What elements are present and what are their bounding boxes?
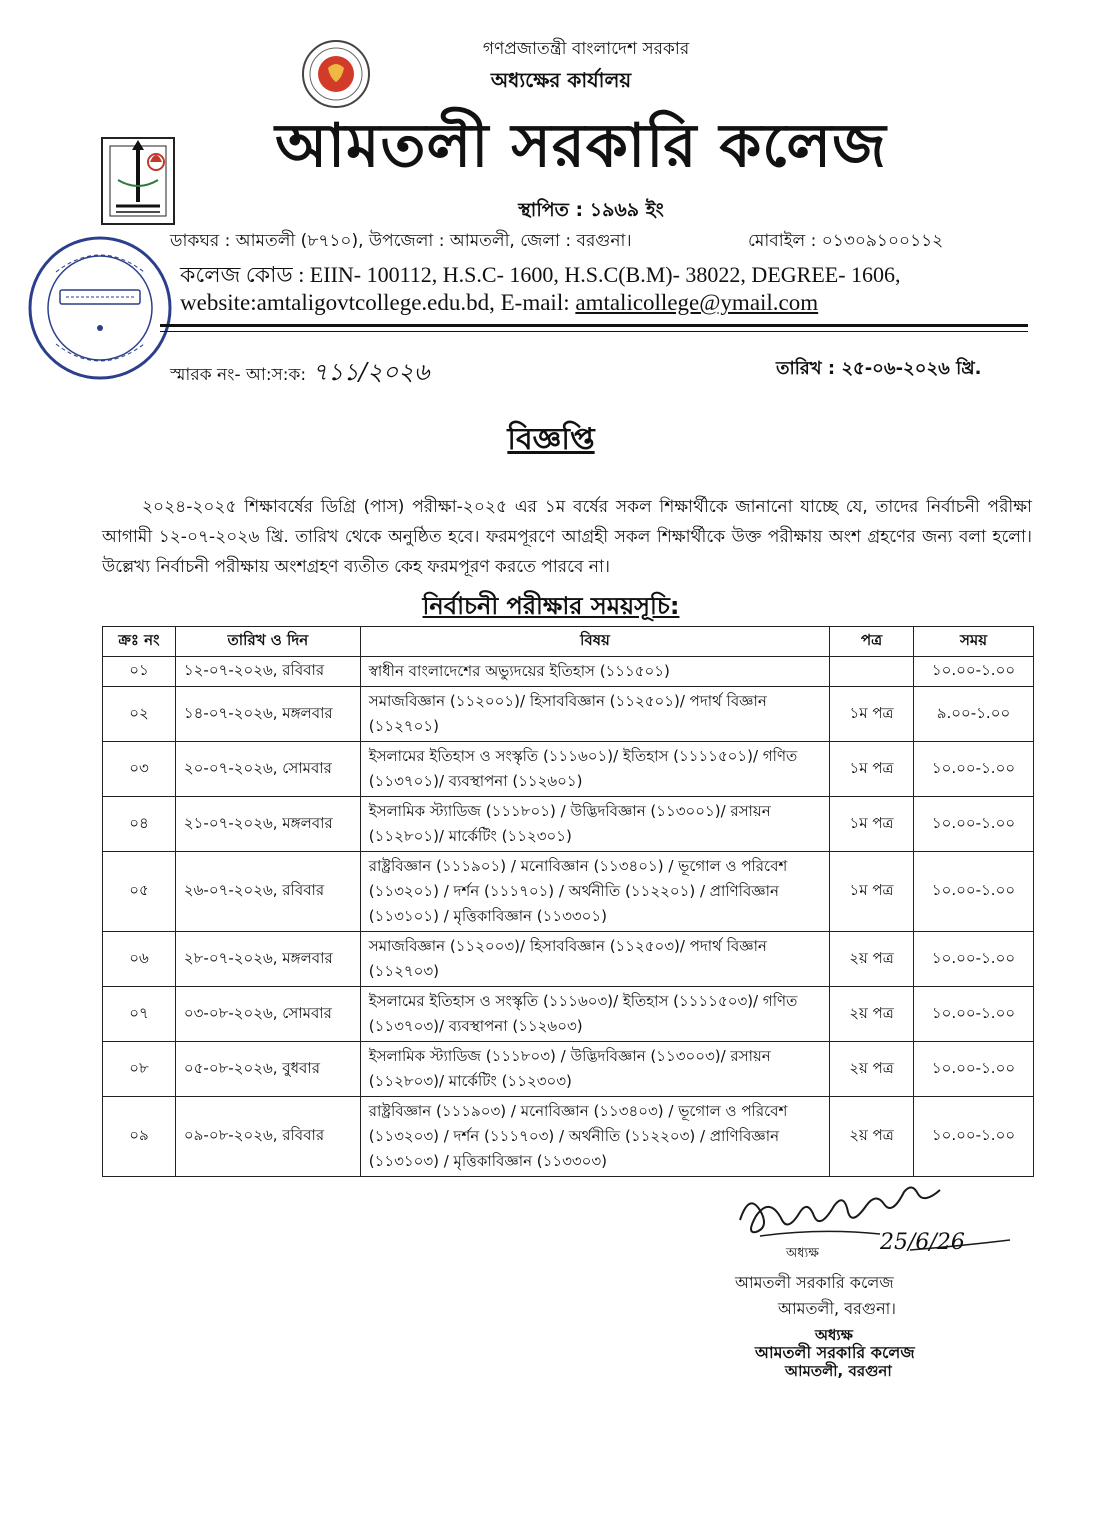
row-time: ১০.০০-১.০০: [914, 987, 1034, 1042]
office-title: অধ্যক্ষের কার্যালয়: [490, 68, 632, 92]
table-row: [103, 657, 1034, 687]
table-row: [103, 742, 1034, 797]
row-time: ১০.০০-১.০০: [914, 1042, 1034, 1097]
row-subject: সমাজবিজ্ঞান (১১২০০৩)/ হিসাববিজ্ঞান (১১২৫০৩)/ পদার্থ বিজ্ঞান (১১২৭০৩): [360, 932, 829, 987]
row-date: ০৫-০৮-২০২৬, বুধবার: [175, 1042, 360, 1097]
row-serial: ০৮: [103, 1042, 176, 1097]
row-subject: ইসলামিক স্ট্যাডিজ (১১১৮০১) / উদ্ভিদবিজ্ঞান (১১৩০০১)/ রসায়ন (১১২৮০১)/ মার্কেটিং (১১২৩০১): [360, 797, 829, 852]
row-serial: ০১: [103, 657, 176, 687]
row-paper: ১ম পত্র: [830, 742, 914, 797]
row-subject: ইসলামের ইতিহাস ও সংস্কৃতি (১১১৬০৩)/ ইতিহাস (১১১১৫০৩)/ গণিত (১১৩৭০৩)/ ব্যবস্থাপনা (১১২৬০৩): [360, 987, 829, 1042]
row-paper: ২য় পত্র: [830, 1042, 914, 1097]
address-line: [170, 228, 970, 256]
exam-schedule-table: [102, 626, 1034, 1177]
table-header-row: [103, 627, 1034, 657]
row-paper: ২য় পত্র: [830, 932, 914, 987]
col-serial: ক্রঃ নং: [103, 627, 176, 657]
government-title: গণপ্রজাতন্ত্রী বাংলাদেশ সরকার: [482, 39, 690, 59]
header-rule-thick: [160, 324, 1028, 327]
row-paper: [830, 657, 914, 687]
established-year: স্থাপিত : ১৯৬৯ ইং: [518, 199, 664, 221]
signature-date: 25/6/26: [880, 1230, 965, 1255]
notice-title: বিজ্ঞপ্তি: [507, 422, 595, 457]
row-subject: সমাজবিজ্ঞান (১১২০০১)/ হিসাববিজ্ঞান (১১২৫০১)/ পদার্থ বিজ্ঞান (১১২৭০১): [360, 687, 829, 742]
table-row: [103, 797, 1034, 852]
college-round-seal-icon: [20, 228, 180, 388]
header-rule-thin: [160, 331, 1028, 332]
row-subject: রাষ্ট্রবিজ্ঞান (১১১৯০৩) / মনোবিজ্ঞান (১১৩৪০৩) / ভূগোল ও পরিবেশ (১১৩২০৩) / দর্শন (১১১৭০৩) / অর্থনীতি (১১২২০৩) / প্রাণিবিজ্ঞান (১১৩১০৩) / মৃত্তিকাবিজ্ঞান (১১৩৩০৩): [360, 1097, 829, 1177]
row-serial: ০৬: [103, 932, 176, 987]
mobile-number: মোবাইল : ০১৩০৯১০০১১২: [748, 231, 944, 251]
website-text: website:amtaligovtcollege.edu.bd, E-mail:: [180, 290, 576, 315]
row-subject: ইসলামের ইতিহাস ও সংস্কৃতি (১১১৬০১)/ ইতিহাস (১১১১৫০১)/ গণিত (১১৩৭০১)/ ব্যবস্থাপনা (১১২৬০১): [360, 742, 829, 797]
row-serial: ০২: [103, 687, 176, 742]
row-date: ২১-০৭-২০২৬, মঙ্গলবার: [175, 797, 360, 852]
memo-label: স্মারক নং- আ:স:ক:: [170, 365, 307, 385]
row-time: ১০.০০-১.০০: [914, 797, 1034, 852]
col-date: তারিখ ও দিন: [175, 627, 360, 657]
table-row: [103, 1097, 1034, 1177]
principal-signature-icon: [730, 1180, 1020, 1260]
row-subject: রাষ্ট্রবিজ্ঞান (১১১৯০১) / মনোবিজ্ঞান (১১৩৪০১) / ভূগোল ও পরিবেশ (১১৩২০১) / দর্শন (১১১৭০১) / অর্থনীতি (১১২২০১) / প্রাণিবিজ্ঞান (১১৩১০১) / মৃত্তিকাবিজ্ঞান (১১৩৩০১): [360, 852, 829, 932]
stamp-title: অধ্যক্ষ: [815, 1326, 853, 1344]
row-date: ২৮-০৭-২০২৬, মঙ্গলবার: [175, 932, 360, 987]
col-paper: পত্র: [830, 627, 914, 657]
table-row: [103, 687, 1034, 742]
col-time: সময়: [914, 627, 1034, 657]
row-serial: ০৭: [103, 987, 176, 1042]
memo-number: ৭১১/২০২৬: [312, 358, 430, 386]
row-time: ১০.০০-১.০০: [914, 657, 1034, 687]
row-time: ১০.০০-১.০০: [914, 852, 1034, 932]
row-serial: ০৯: [103, 1097, 176, 1177]
table-row: [103, 932, 1034, 987]
memo-number-line: [170, 354, 429, 394]
row-time: ৯.০০-১.০০: [914, 687, 1034, 742]
stamp-place: আমতলী, বরগুনা: [785, 1362, 892, 1380]
row-time: ১০.০০-১.০০: [914, 1097, 1034, 1177]
schedule-title: নির্বাচনী পরীক্ষার সময়সূচি:: [422, 592, 680, 620]
row-date: ০৩-০৮-২০২৬, সোমবার: [175, 987, 360, 1042]
email-link[interactable]: amtalicollege@ymail.com: [575, 290, 819, 315]
row-date: ২৬-০৭-২০২৬, রবিবার: [175, 852, 360, 932]
college-name: আমতলী সরকারি কলেজ: [275, 111, 887, 181]
table-row: [103, 1042, 1034, 1097]
row-paper: ২য় পত্র: [830, 987, 914, 1042]
row-serial: ০৫: [103, 852, 176, 932]
row-paper: ১ম পত্র: [830, 687, 914, 742]
table-row: [103, 852, 1034, 932]
signature-place: আমতলী, বরগুনা।: [778, 1299, 897, 1318]
row-paper: ১ম পত্র: [830, 797, 914, 852]
table-row: [103, 987, 1034, 1042]
row-date: ১২-০৭-২০২৬, রবিবার: [175, 657, 360, 687]
college-codes: কলেজ কোড : EIIN- 100112, H.S.C- 1600, H.S.C(B.M)- 38022, DEGREE- 1606,: [180, 262, 901, 287]
row-date: ০৯-০৮-২০২৬, রবিবার: [175, 1097, 360, 1177]
postal-address: ডাকঘর : আমতলী (৮৭১০), উপজেলা : আমতলী, জেলা : বরগুনা।: [170, 231, 632, 251]
row-time: ১০.০০-১.০০: [914, 932, 1034, 987]
col-subject: বিষয়: [360, 627, 829, 657]
row-paper: ২য় পত্র: [830, 1097, 914, 1177]
row-date: ২০-০৭-২০২৬, সোমবার: [175, 742, 360, 797]
row-serial: ০৩: [103, 742, 176, 797]
stamp-college: আমতলী সরকারি কলেজ: [755, 1343, 915, 1362]
signature-title: অধ্যক্ষ: [786, 1246, 819, 1261]
notice-body: ২০২৪-২০২৫ শিক্ষাবর্ষের ডিগ্রি (পাস) পরীক্ষা-২০২৫ এর ১ম বর্ষের সকল শিক্ষার্থীকে জানানো যাচ্ছে যে, তাদের নির্বাচনী পরীক্ষা আগামী ১২-০৭-২০২৬ খ্রি. তারিখ থেকে অনুষ্ঠিত হবে। ফরমপূরণে আগ্রহী সকল শিক্ষার্থীকে উক্ত পরীক্ষায় অংশ গ্রহণের জন্য বলা হলো। উল্লেখ্য নির্বাচনী পরীক্ষায় অংশগ্রহণ ব্যতীত কেহ ফরমপূরণ করতে পারবে না।: [102, 497, 1032, 577]
row-date: ১৪-০৭-২০২৬, মঙ্গলবার: [175, 687, 360, 742]
issue-date: তারিখ : ২৫-০৬-২০২৬ খ্রি.: [776, 358, 982, 379]
signature-college: আমতলী সরকারি কলেজ: [735, 1273, 894, 1292]
row-serial: ০৪: [103, 797, 176, 852]
row-subject: ইসলামিক স্ট্যাডিজ (১১১৮০৩) / উদ্ভিদবিজ্ঞান (১১৩০০৩)/ রসায়ন (১১২৮০৩)/ মার্কেটিং (১১২৩০৩): [360, 1042, 829, 1097]
row-paper: ১ম পত্র: [830, 852, 914, 932]
row-time: ১০.০০-১.০০: [914, 742, 1034, 797]
row-subject: স্বাধীন বাংলাদেশের অভ্যুদয়ের ইতিহাস (১১১৫০১): [360, 657, 829, 687]
web-contact: [180, 290, 818, 316]
